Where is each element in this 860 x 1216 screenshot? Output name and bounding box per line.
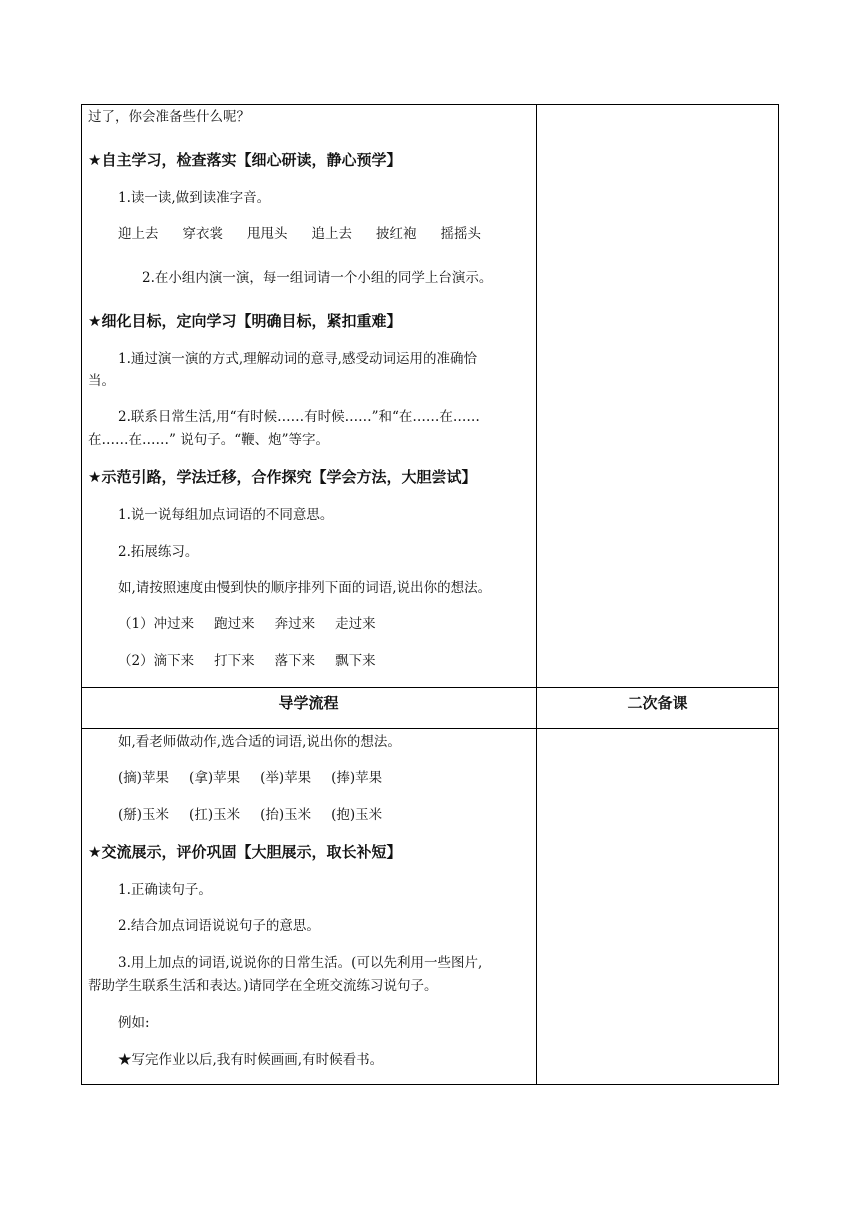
header-right-label: 二次备课 — [627, 694, 688, 712]
upper-table-divider — [536, 104, 537, 688]
word-item: 甩甩头 — [247, 226, 288, 242]
word-item: 穿衣裳 — [182, 226, 223, 242]
word-item: 打下来 — [214, 653, 255, 669]
share-item-3-line-1: 3.用上加点的词语,说说你的日常生活。(可以先利用一些图片, — [118, 955, 483, 971]
word-item: 追上去 — [311, 226, 352, 242]
explore-example: 如,请按照速度由慢到快的顺序排列下面的词语,说出你的想法。 — [118, 580, 492, 596]
share-item-1: 1.正确读句子。 — [118, 882, 212, 898]
word-item: 飘下来 — [335, 653, 376, 669]
goals-item-2-line-2: 在……在……” 说句子。“鞭、炮”等字。 — [88, 432, 329, 448]
word-item: (扛)玉米 — [189, 807, 241, 823]
action-word-row-2 — [118, 805, 402, 825]
word-item: 走过来 — [335, 616, 376, 632]
self-study-item-2: 2.在小组内演一演，每一组词请一个小组的同学上台演示。 — [142, 270, 493, 286]
share-item-2: 2.结合加点词语说说句子的意思。 — [118, 918, 320, 934]
section-heading-self-study: ★自主学习，检查落实【细心研读，静心预学】 — [88, 151, 402, 169]
word-item: (掰)玉米 — [118, 807, 170, 823]
explore-item-1: 1.说一说每组加点词语的不同意思。 — [118, 507, 334, 523]
word-item: 摇摇头 — [440, 226, 481, 242]
word-item: 迎上去 — [118, 226, 159, 242]
word-item: (摘)苹果 — [118, 770, 170, 786]
intro-text: 过了，你会准备些什么呢？ — [88, 109, 250, 125]
speed-word-row-2 — [118, 651, 396, 671]
word-item: (拿)苹果 — [189, 770, 241, 786]
word-item: （1）冲过来 — [118, 616, 195, 632]
header-left-label: 导学流程 — [278, 694, 339, 712]
speed-word-row-1 — [118, 614, 396, 634]
goals-item-1-line-1: 1.通过演一演的方式,理解动词的意寻,感受动词运用的准确恰 — [118, 351, 477, 367]
word-item: (抱)玉米 — [331, 807, 383, 823]
explore-item-2: 2.拓展练习。 — [118, 544, 199, 560]
word-item: (举)苹果 — [260, 770, 312, 786]
share-item-3-line-2: 帮助学生联系生活和表达。)请同学在全班交流练习说句子。 — [88, 978, 438, 994]
section-heading-goals: ★细化目标，定向学习【明确目标，紧扣重难】 — [88, 312, 402, 330]
action-word-row-1 — [118, 768, 402, 788]
goals-item-1-line-2: 当。 — [88, 373, 115, 389]
example-sentence: ★写完作业以后,我有时候画画,有时候看书。 — [118, 1052, 384, 1068]
word-item: （2）滴下来 — [118, 653, 195, 669]
lower-table-divider — [536, 728, 537, 1085]
section-heading-share: ★交流展示，评价巩固【大胆展示，取长补短】 — [88, 843, 402, 861]
goals-item-2-line-1: 2.联系日常生活,用“有时候……有时候……”和“在……在…… — [118, 409, 480, 425]
word-item: 落下来 — [274, 653, 316, 669]
word-item: 披红袍 — [376, 226, 417, 242]
self-study-item-1: 1.读一读,做到读准字音。 — [118, 190, 271, 206]
word-item: 奔过来 — [274, 616, 316, 632]
word-item: 跑过来 — [214, 616, 255, 632]
section-heading-explore: ★示范引路，学法迁移，合作探究【学会方法，大胆尝试】 — [88, 468, 477, 486]
example-label: 例如: — [118, 1015, 150, 1031]
action-example: 如,看老师做动作,选合适的词语,说出你的想法。 — [118, 734, 401, 750]
word-list-1 — [118, 224, 505, 244]
word-item: (捧)苹果 — [331, 770, 383, 786]
word-item: (抬)玉米 — [260, 807, 312, 823]
